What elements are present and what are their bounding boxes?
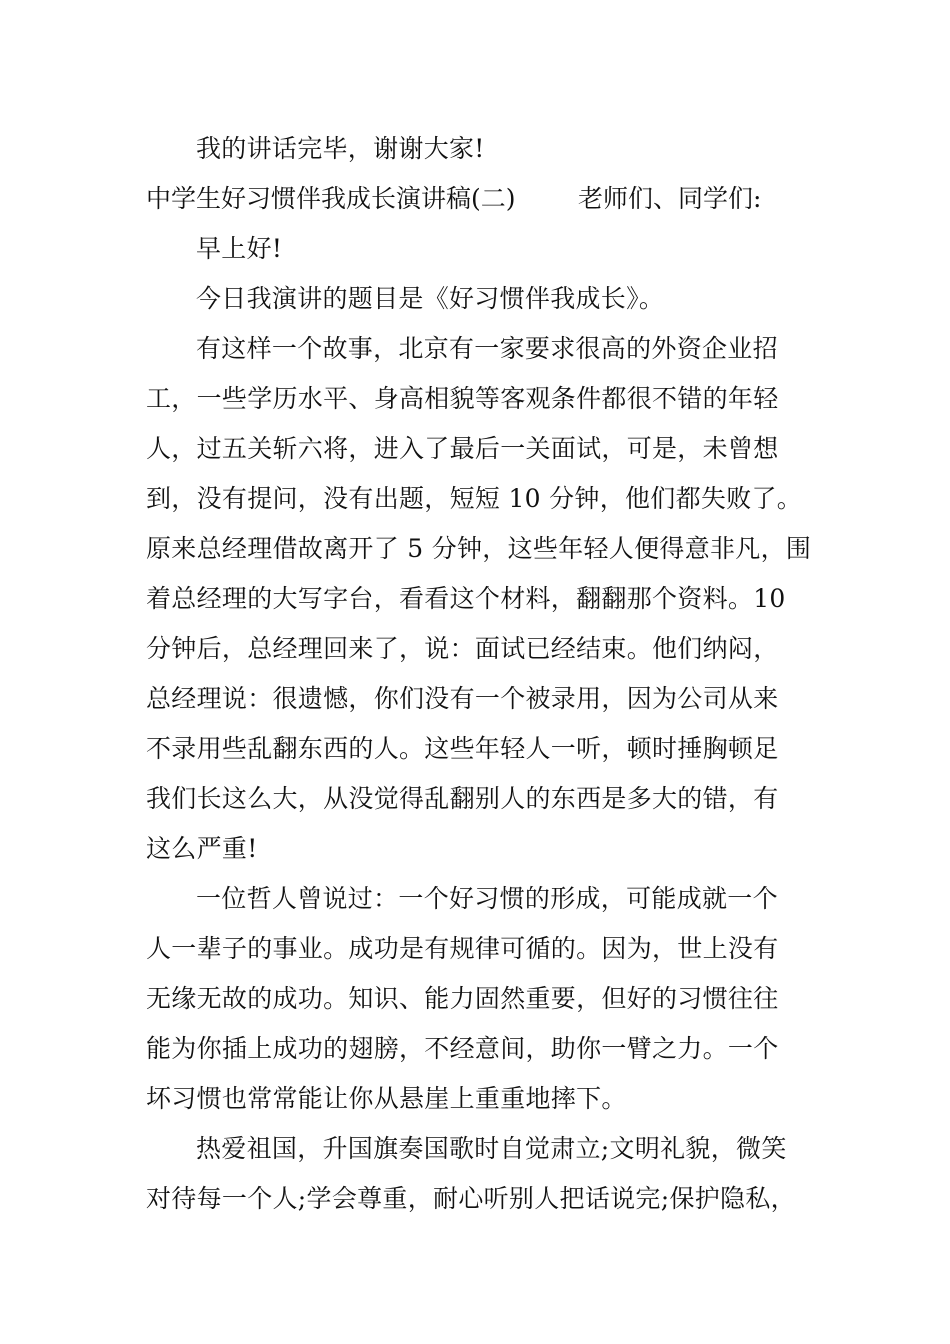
paragraph-line: 人，过五关斩六将，进入了最后一关面试，可是，未曾想	[146, 434, 779, 463]
paragraph-line: 人一辈子的事业。成功是有规律可循的。因为，世上没有	[146, 934, 779, 963]
paragraph-line: 无缘无故的成功。知识、能力固然重要，但好的习惯往往	[146, 984, 779, 1013]
paragraph-line: 工，一些学历水平、身高相貌等客观条件都很不错的年轻	[146, 384, 779, 413]
paragraph-line: 有这样一个故事，北京有一家要求很高的外资企业招	[196, 334, 778, 363]
paragraph-line: 总经理说：很遗憾，你们没有一个被录用，因为公司从来	[146, 684, 779, 713]
paragraph-line: 着总经理的大写字台，看看这个材料，翻翻那个资料。10	[146, 584, 786, 613]
speech-heading	[146, 184, 826, 214]
closing-line: 我的讲话完毕，谢谢大家!	[196, 134, 485, 163]
speech-title: 中学生好习惯伴我成长演讲稿(二)	[146, 184, 516, 213]
paragraph-line: 我们长这么大，从没觉得乱翻别人的东西是多大的错，有	[146, 784, 779, 813]
paragraph-line: 到，没有提问，没有出题，短短 10 分钟，他们都失败了。	[146, 484, 803, 513]
paragraph-line: 对待每一个人;学会尊重，耐心听别人把话说完;保护隐私，	[146, 1184, 796, 1213]
paragraph-line: 分钟后，总经理回来了，说：面试已经结束。他们纳闷，	[146, 634, 779, 663]
paragraph-line: 热爱祖国，升国旗奏国歌时自觉肃立;文明礼貌，微笑	[196, 1134, 787, 1163]
morning-greeting: 早上好!	[196, 234, 283, 263]
speech-greeting: 老师们、同学们:	[578, 184, 762, 213]
paragraph-line: 这么严重!	[146, 834, 258, 863]
topic-line: 今日我演讲的题目是《好习惯伴我成长》。	[196, 284, 665, 313]
paragraph-line: 一位哲人曾说过：一个好习惯的形成，可能成就一个	[196, 884, 778, 913]
paragraph-line: 能为你插上成功的翅膀，不经意间，助你一臂之力。一个	[146, 1034, 779, 1063]
paragraph-line: 坏习惯也常常能让你从悬崖上重重地摔下。	[146, 1084, 627, 1113]
paragraph-line: 不录用些乱翻东西的人。这些年轻人一听，顿时捶胸顿足	[146, 734, 779, 763]
paragraph-line: 原来总经理借故离开了 5 分钟，这些年轻人便得意非凡，围	[146, 534, 812, 563]
